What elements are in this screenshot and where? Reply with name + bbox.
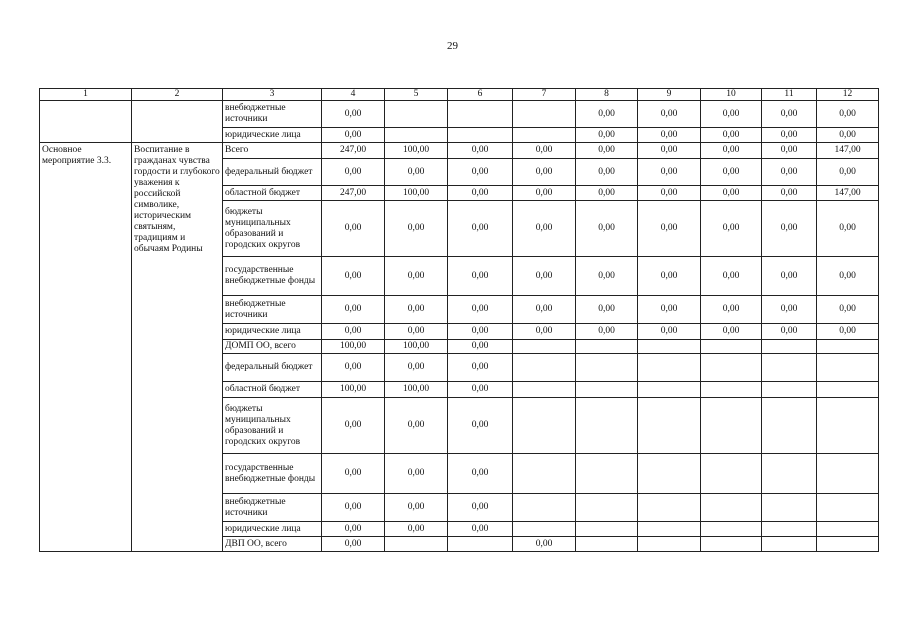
value-cell: 0,00 bbox=[385, 201, 448, 257]
value-cell: 0,00 bbox=[322, 128, 385, 143]
value-cell bbox=[513, 522, 576, 537]
value-cell: 0,00 bbox=[638, 186, 701, 201]
value-cell bbox=[701, 494, 762, 522]
value-cell bbox=[762, 354, 817, 382]
value-cell: 0,00 bbox=[385, 257, 448, 296]
value-cell bbox=[448, 537, 513, 552]
value-cell: 0,00 bbox=[513, 537, 576, 552]
value-cell bbox=[817, 537, 879, 552]
value-cell: 0,00 bbox=[817, 257, 879, 296]
value-cell: 0,00 bbox=[576, 143, 638, 159]
value-cell: 0,00 bbox=[638, 143, 701, 159]
value-cell: 247,00 bbox=[322, 143, 385, 159]
value-cell: 0,00 bbox=[817, 296, 879, 324]
value-cell: 0,00 bbox=[322, 398, 385, 454]
value-cell bbox=[701, 340, 762, 354]
value-cell: 0,00 bbox=[322, 324, 385, 340]
funding-source-label: внебюджетные источники bbox=[223, 101, 322, 128]
funding-source-label: федеральный бюджет bbox=[223, 354, 322, 382]
page-number: 29 bbox=[447, 40, 458, 52]
value-cell bbox=[385, 128, 448, 143]
value-cell: 100,00 bbox=[385, 143, 448, 159]
value-cell: 0,00 bbox=[817, 201, 879, 257]
funding-source-label: государственные внебюджетные фонды bbox=[223, 257, 322, 296]
value-cell: 0,00 bbox=[701, 128, 762, 143]
column-header: 9 bbox=[638, 89, 701, 101]
value-cell: 247,00 bbox=[322, 186, 385, 201]
value-cell: 0,00 bbox=[448, 454, 513, 494]
value-cell bbox=[638, 354, 701, 382]
value-cell bbox=[638, 340, 701, 354]
value-cell: 0,00 bbox=[448, 324, 513, 340]
funding-source-label: бюджеты муниципальных образований и городских округов bbox=[223, 201, 322, 257]
value-cell: 0,00 bbox=[448, 201, 513, 257]
value-cell: 0,00 bbox=[448, 296, 513, 324]
activity-name-cell: Основное мероприятие 3.3. bbox=[40, 143, 132, 552]
value-cell bbox=[701, 454, 762, 494]
value-cell: 0,00 bbox=[576, 324, 638, 340]
funding-source-label: юридические лица bbox=[223, 128, 322, 143]
value-cell bbox=[817, 522, 879, 537]
value-cell bbox=[701, 382, 762, 398]
value-cell: 0,00 bbox=[385, 296, 448, 324]
value-cell: 0,00 bbox=[576, 159, 638, 186]
value-cell bbox=[817, 382, 879, 398]
value-cell: 0,00 bbox=[762, 159, 817, 186]
value-cell bbox=[576, 382, 638, 398]
value-cell: 100,00 bbox=[322, 340, 385, 354]
value-cell: 0,00 bbox=[638, 324, 701, 340]
value-cell bbox=[701, 537, 762, 552]
value-cell: 0,00 bbox=[762, 201, 817, 257]
value-cell: 0,00 bbox=[638, 296, 701, 324]
value-cell: 0,00 bbox=[576, 201, 638, 257]
value-cell bbox=[576, 454, 638, 494]
value-cell: 0,00 bbox=[701, 159, 762, 186]
value-cell: 0,00 bbox=[322, 454, 385, 494]
value-cell bbox=[576, 494, 638, 522]
funding-source-label: бюджеты муниципальных образований и городских округов bbox=[223, 398, 322, 454]
column-header: 4 bbox=[322, 89, 385, 101]
funding-source-label: Всего bbox=[223, 143, 322, 159]
value-cell: 0,00 bbox=[576, 101, 638, 128]
value-cell bbox=[762, 537, 817, 552]
value-cell: 0,00 bbox=[762, 128, 817, 143]
value-cell bbox=[762, 454, 817, 494]
value-cell bbox=[385, 101, 448, 128]
value-cell bbox=[701, 522, 762, 537]
value-cell: 0,00 bbox=[513, 159, 576, 186]
value-cell: 0,00 bbox=[701, 143, 762, 159]
column-header: 3 bbox=[223, 89, 322, 101]
value-cell: 0,00 bbox=[448, 494, 513, 522]
funding-source-label: федеральный бюджет bbox=[223, 159, 322, 186]
value-cell bbox=[817, 494, 879, 522]
value-cell bbox=[638, 454, 701, 494]
value-cell: 100,00 bbox=[385, 340, 448, 354]
value-cell bbox=[513, 494, 576, 522]
value-cell: 0,00 bbox=[638, 128, 701, 143]
value-cell bbox=[576, 522, 638, 537]
value-cell: 0,00 bbox=[817, 324, 879, 340]
funding-source-label: ДВП ОО, всего bbox=[223, 537, 322, 552]
column-header: 2 bbox=[132, 89, 223, 101]
value-cell: 0,00 bbox=[385, 454, 448, 494]
value-cell: 0,00 bbox=[322, 257, 385, 296]
merged-cell-col2-top bbox=[132, 101, 223, 143]
funding-source-label: областной бюджет bbox=[223, 382, 322, 398]
funding-source-label: внебюджетные источники bbox=[223, 494, 322, 522]
value-cell bbox=[638, 382, 701, 398]
value-cell: 0,00 bbox=[322, 159, 385, 186]
value-cell: 0,00 bbox=[322, 537, 385, 552]
column-header: 7 bbox=[513, 89, 576, 101]
value-cell: 0,00 bbox=[385, 398, 448, 454]
value-cell: 0,00 bbox=[448, 186, 513, 201]
value-cell: 0,00 bbox=[638, 257, 701, 296]
table-row bbox=[40, 101, 879, 128]
value-cell bbox=[576, 354, 638, 382]
value-cell bbox=[817, 454, 879, 494]
value-cell: 0,00 bbox=[448, 382, 513, 398]
value-cell: 0,00 bbox=[513, 257, 576, 296]
value-cell bbox=[701, 398, 762, 454]
value-cell: 0,00 bbox=[701, 257, 762, 296]
value-cell: 0,00 bbox=[448, 257, 513, 296]
value-cell: 0,00 bbox=[701, 186, 762, 201]
value-cell bbox=[513, 382, 576, 398]
value-cell: 0,00 bbox=[448, 143, 513, 159]
value-cell bbox=[576, 398, 638, 454]
value-cell: 100,00 bbox=[385, 186, 448, 201]
budget-table bbox=[39, 88, 879, 552]
value-cell bbox=[817, 398, 879, 454]
header-row bbox=[40, 89, 879, 101]
value-cell: 0,00 bbox=[385, 159, 448, 186]
value-cell: 0,00 bbox=[385, 494, 448, 522]
table-row bbox=[40, 143, 879, 159]
column-header: 10 bbox=[701, 89, 762, 101]
value-cell: 0,00 bbox=[576, 128, 638, 143]
value-cell bbox=[513, 101, 576, 128]
value-cell: 0,00 bbox=[448, 522, 513, 537]
column-header: 11 bbox=[762, 89, 817, 101]
column-header: 1 bbox=[40, 89, 132, 101]
value-cell: 0,00 bbox=[817, 159, 879, 186]
value-cell: 0,00 bbox=[448, 354, 513, 382]
value-cell: 0,00 bbox=[448, 340, 513, 354]
value-cell bbox=[817, 354, 879, 382]
value-cell: 0,00 bbox=[322, 101, 385, 128]
column-header: 5 bbox=[385, 89, 448, 101]
value-cell bbox=[513, 340, 576, 354]
value-cell: 0,00 bbox=[513, 143, 576, 159]
value-cell: 0,00 bbox=[448, 159, 513, 186]
value-cell bbox=[448, 101, 513, 128]
value-cell: 0,00 bbox=[513, 186, 576, 201]
column-header: 8 bbox=[576, 89, 638, 101]
value-cell bbox=[513, 128, 576, 143]
value-cell bbox=[513, 354, 576, 382]
funding-source-label: ДОМП ОО, всего bbox=[223, 340, 322, 354]
value-cell: 0,00 bbox=[701, 296, 762, 324]
value-cell: 0,00 bbox=[576, 186, 638, 201]
value-cell: 0,00 bbox=[701, 324, 762, 340]
funding-source-label: внебюджетные источники bbox=[223, 296, 322, 324]
value-cell: 0,00 bbox=[448, 398, 513, 454]
value-cell: 0,00 bbox=[701, 201, 762, 257]
value-cell bbox=[762, 382, 817, 398]
value-cell: 0,00 bbox=[762, 101, 817, 128]
value-cell bbox=[638, 398, 701, 454]
value-cell: 0,00 bbox=[701, 101, 762, 128]
value-cell bbox=[701, 354, 762, 382]
funding-source-label: государственные внебюджетные фонды bbox=[223, 454, 322, 494]
value-cell bbox=[638, 494, 701, 522]
value-cell: 0,00 bbox=[762, 257, 817, 296]
column-header: 6 bbox=[448, 89, 513, 101]
value-cell: 0,00 bbox=[385, 522, 448, 537]
value-cell bbox=[513, 398, 576, 454]
value-cell: 100,00 bbox=[322, 382, 385, 398]
funding-source-label: юридические лица bbox=[223, 522, 322, 537]
value-cell: 0,00 bbox=[638, 101, 701, 128]
value-cell bbox=[576, 537, 638, 552]
value-cell: 0,00 bbox=[576, 296, 638, 324]
value-cell: 0,00 bbox=[576, 257, 638, 296]
value-cell: 0,00 bbox=[817, 101, 879, 128]
value-cell: 0,00 bbox=[513, 201, 576, 257]
value-cell bbox=[513, 454, 576, 494]
value-cell bbox=[385, 537, 448, 552]
value-cell: 0,00 bbox=[762, 186, 817, 201]
value-cell: 147,00 bbox=[817, 143, 879, 159]
value-cell bbox=[762, 522, 817, 537]
value-cell: 0,00 bbox=[322, 522, 385, 537]
value-cell: 0,00 bbox=[762, 143, 817, 159]
value-cell: 0,00 bbox=[385, 324, 448, 340]
value-cell: 0,00 bbox=[322, 201, 385, 257]
value-cell: 147,00 bbox=[817, 186, 879, 201]
value-cell: 0,00 bbox=[762, 324, 817, 340]
value-cell bbox=[576, 340, 638, 354]
value-cell bbox=[638, 522, 701, 537]
value-cell bbox=[817, 340, 879, 354]
value-cell: 0,00 bbox=[322, 494, 385, 522]
value-cell bbox=[448, 128, 513, 143]
value-cell bbox=[638, 537, 701, 552]
column-header: 12 bbox=[817, 89, 879, 101]
merged-cell-col1-top bbox=[40, 101, 132, 143]
value-cell: 0,00 bbox=[513, 296, 576, 324]
funding-source-label: юридические лица bbox=[223, 324, 322, 340]
activity-description-cell: Воспитание в гражданах чувства гордости и глубокого уважения к российской символике, историческим святыням, традициям и обычаям Родины bbox=[132, 143, 223, 552]
value-cell: 0,00 bbox=[638, 201, 701, 257]
value-cell: 0,00 bbox=[762, 296, 817, 324]
value-cell: 100,00 bbox=[385, 382, 448, 398]
value-cell bbox=[762, 340, 817, 354]
value-cell bbox=[762, 398, 817, 454]
value-cell: 0,00 bbox=[513, 324, 576, 340]
value-cell: 0,00 bbox=[638, 159, 701, 186]
value-cell bbox=[762, 494, 817, 522]
value-cell: 0,00 bbox=[322, 296, 385, 324]
value-cell: 0,00 bbox=[385, 354, 448, 382]
value-cell: 0,00 bbox=[817, 128, 879, 143]
value-cell: 0,00 bbox=[322, 354, 385, 382]
funding-source-label: областной бюджет bbox=[223, 186, 322, 201]
